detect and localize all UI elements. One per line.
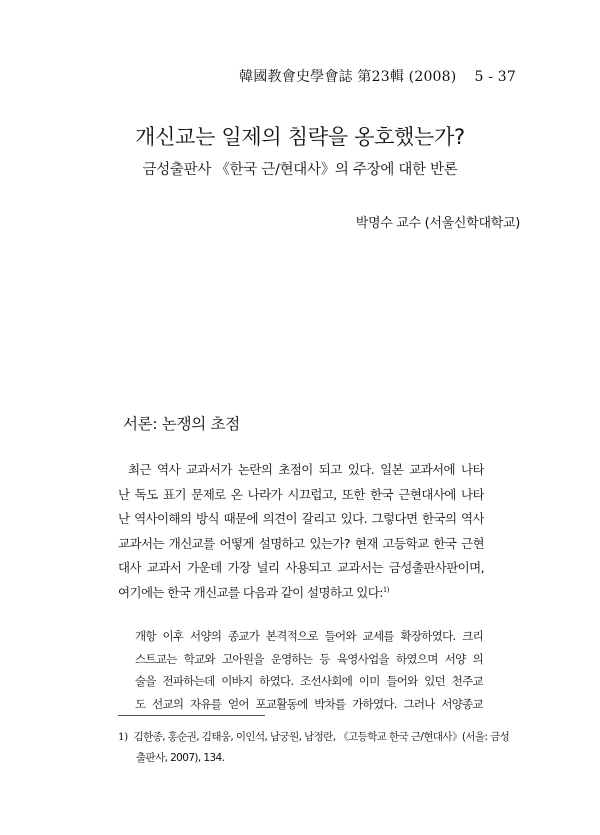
page-range: 5 - 37 (474, 69, 516, 85)
body-line: 난 독도 표기 문제로 온 나라가 시끄럽고, 또한 한국 근현대사에 나타 (118, 486, 484, 502)
footnote-text: 김한종, 홍순권, 김태웅, 이인석, 남궁원, 남정란, 《고등학교 한국 근/현대사》(서울: 금성 (133, 731, 510, 743)
footnote-number: 1) (118, 731, 128, 743)
section-heading: 서론: 논쟁의 초점 (123, 415, 240, 433)
quote-line: 술을 전파하는데 이바지 하였다. 조선사회에 이미 들어와 있던 천주교 (135, 674, 483, 688)
footnote-line (118, 727, 510, 748)
body-line: 난 역사이해의 방식 때문에 의견이 갈리고 있다. 그렇다면 한국의 역사 (118, 511, 484, 526)
quote-line: 도 선교의 자유를 얻어 포교활동에 박차를 가하였다. 그러나 서양종교 (135, 696, 483, 711)
footnote (118, 727, 510, 769)
body-line-last (118, 581, 484, 606)
body-line-text: 여기에는 한국 개신교를 다음과 같이 설명하고 있다: (118, 584, 383, 600)
quote-line: 스트교는 학교와 고아원을 운영하는 등 육영사업을 하였으며 서양 의 (135, 651, 483, 666)
footnote-divider (118, 715, 265, 716)
block-quote (135, 625, 483, 715)
body-line: 최근 역사 교과서가 논란의 초점이 되고 있다. 일본 교과서에 나타 (128, 462, 484, 477)
author-line: 박명수 교수 (서울신학대학교) (355, 216, 520, 231)
article-subtitle: 금성출판사 《한국 근/현대사》의 주장에 대한 반론 (142, 162, 458, 178)
body-paragraph (118, 458, 484, 605)
running-header (239, 66, 516, 86)
article-title: 개신교는 일제의 침략을 옹호했는가? (135, 125, 465, 149)
footnote-line-continued: 출판사, 2007), 134. (136, 752, 225, 764)
quote-line: 개항 이후 서양의 종교가 본격적으로 들어와 교세를 확장하였다. 크리 (135, 629, 483, 643)
journal-citation: 韓國教會史學會誌 第23輯 (2008) (239, 69, 457, 85)
body-line: 교과서는 개신교를 어떻게 설명하고 있는가? 현재 고등학교 한국 근현 (118, 535, 484, 551)
body-line: 대사 교과서 가운데 가장 널리 사용되고 교과서는 금성출판사판이며, (118, 560, 484, 575)
footnote-reference[interactable]: 1) (382, 585, 389, 594)
